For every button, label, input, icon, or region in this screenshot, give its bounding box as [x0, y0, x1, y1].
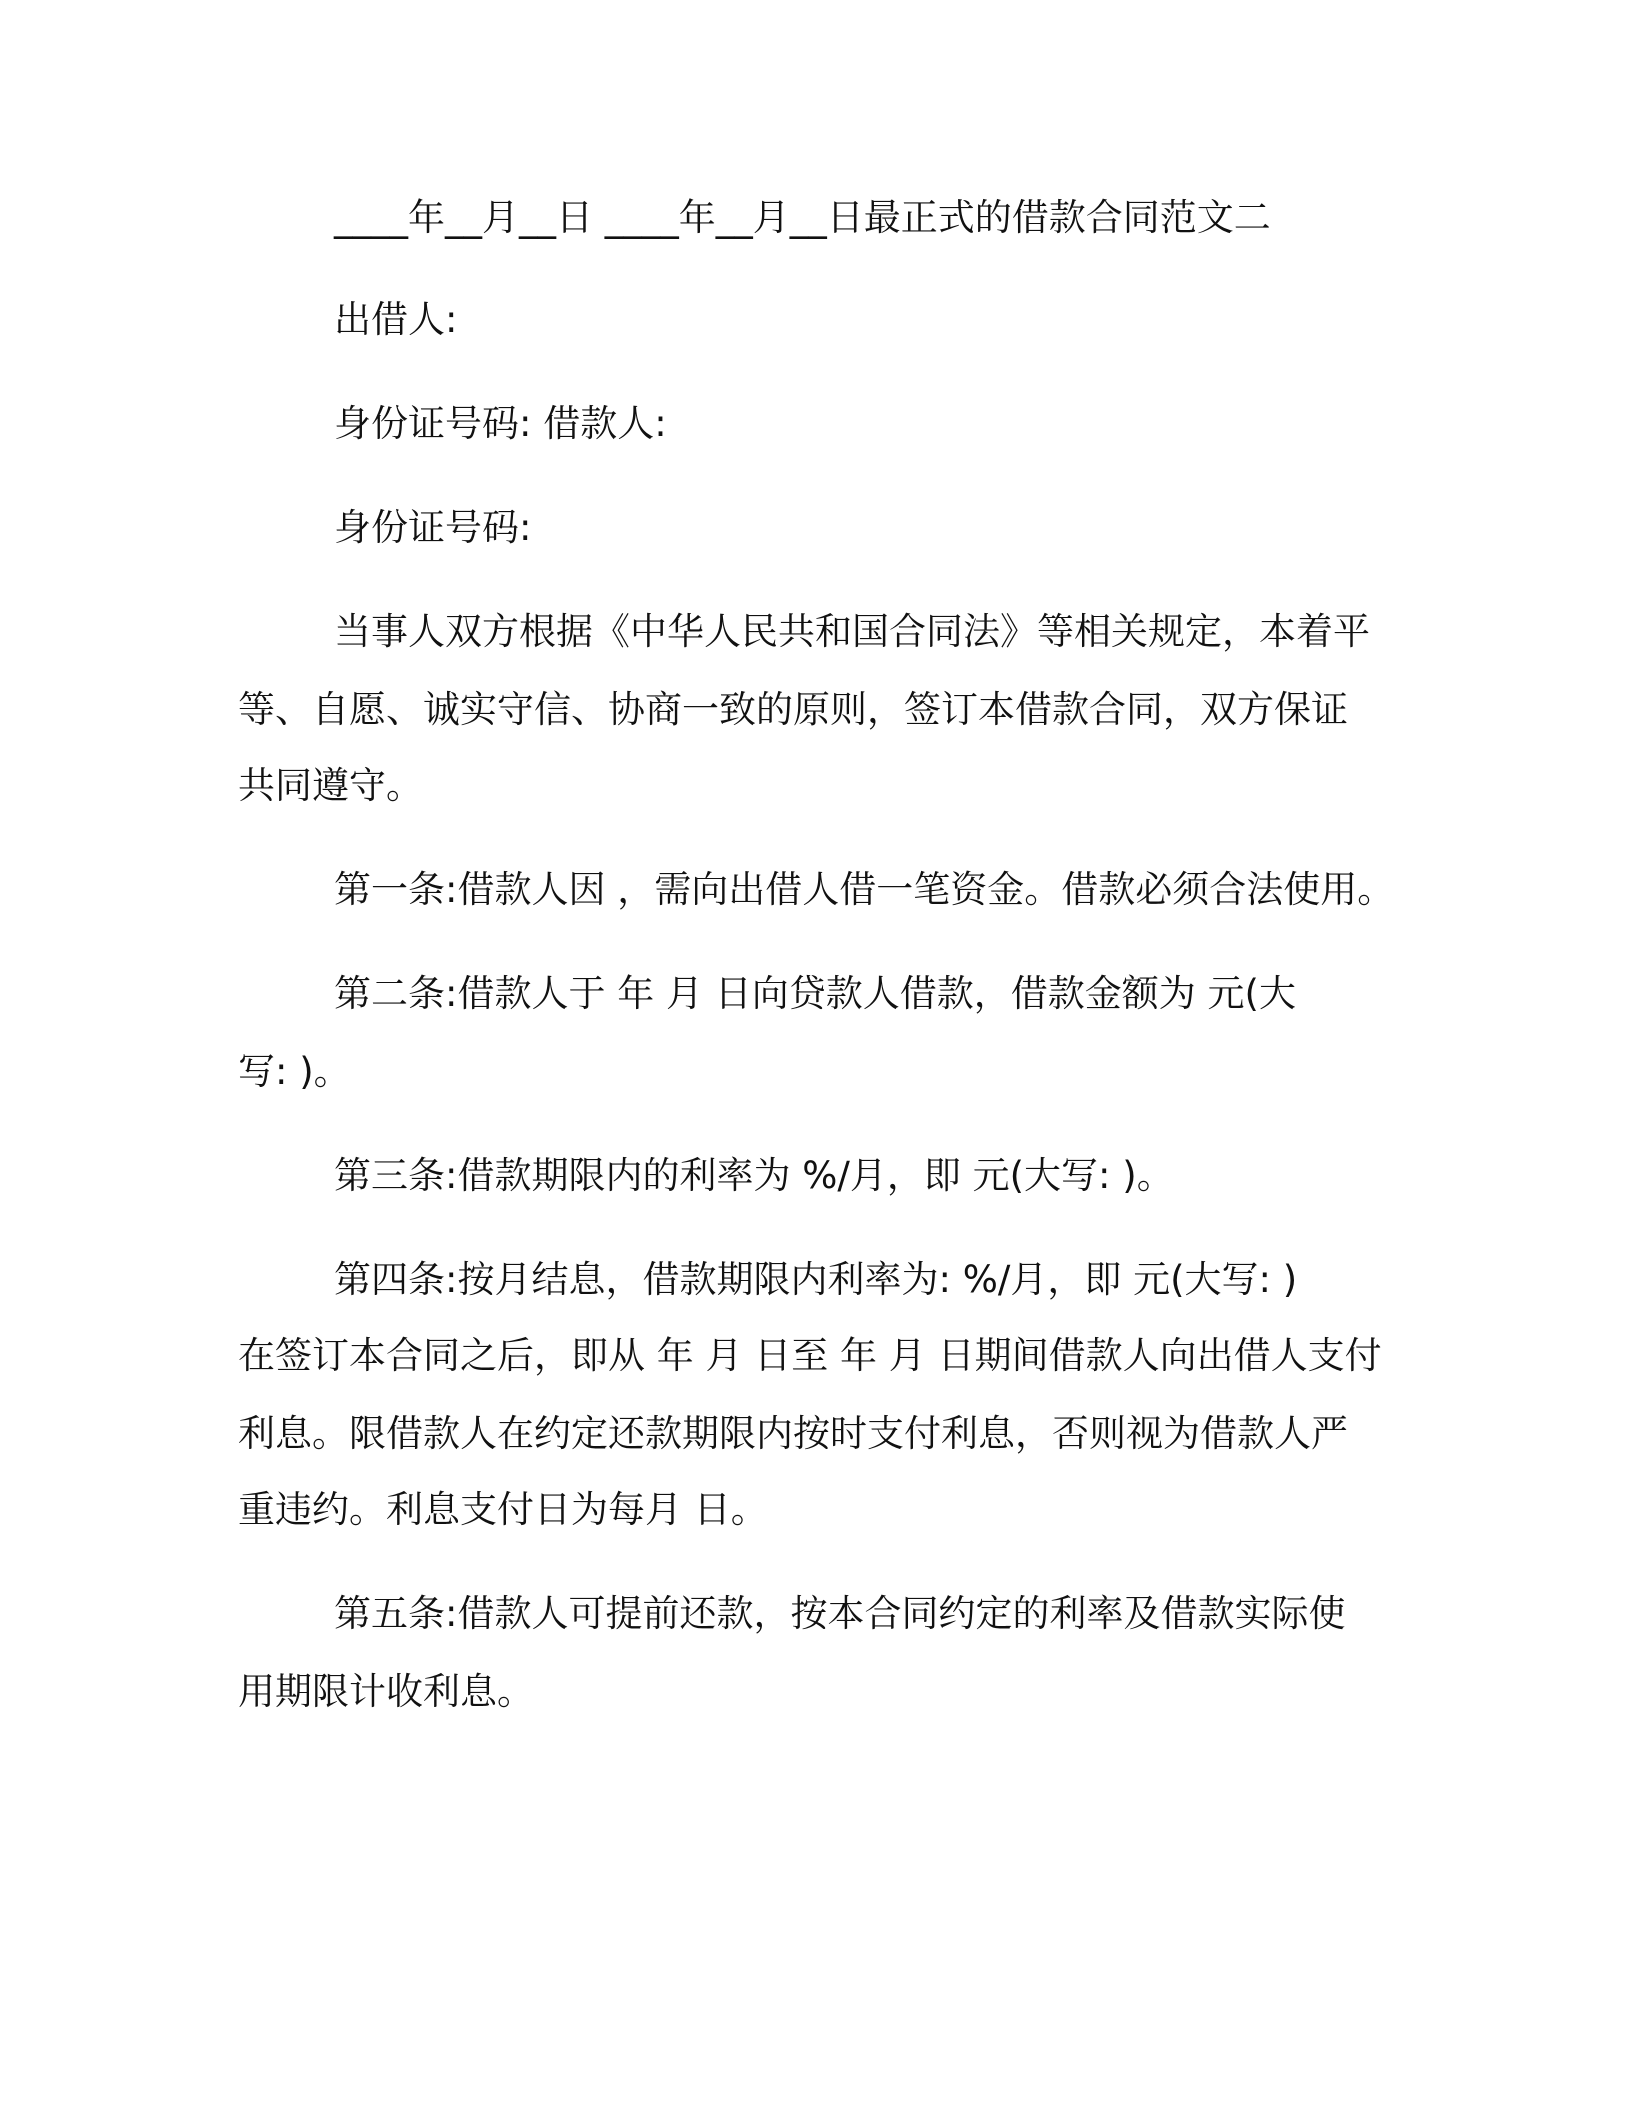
article-4-line: 在签订本合同之后，即从 年 月 日至 年 月 日期间借款人向出借人支付 [238, 1334, 1382, 1377]
article-2-line: 第二条:借款人于 年 月 日向贷款人借款，借款金额为 元(大 [334, 972, 1296, 1015]
preamble-line: 等、自愿、诚实守信、协商一致的原则，签订本借款合同，双方保证 [238, 688, 1348, 731]
lender-label: 出借人: [334, 298, 458, 341]
article-4-line: 利息。限借款人在约定还款期限内按时支付利息，否则视为借款人严 [238, 1412, 1348, 1455]
preamble-line: 当事人双方根据《中华人民共和国合同法》等相关规定，本着平 [334, 610, 1370, 653]
borrower-id-label: 身份证号码: [334, 506, 532, 549]
article-1-line: 第一条:借款人因 ，需向出借人借一笔资金。借款必须合法使用。 [334, 868, 1395, 911]
article-3-line: 第三条:借款期限内的利率为 %/月，即 元(大写: )。 [334, 1154, 1174, 1197]
article-4-line: 第四条:按月结息，借款期限内利率为: %/月，即 元(大写: ) [334, 1258, 1298, 1301]
document-title: ____年__月__日 ____年__月__日最正式的借款合同范文二 [334, 196, 1271, 239]
preamble-line: 共同遵守。 [238, 764, 423, 807]
lender-id-borrower-line: 身份证号码: 借款人: [334, 402, 667, 445]
article-5-line: 第五条:借款人可提前还款，按本合同约定的利率及借款实际使 [334, 1592, 1346, 1635]
article-4-line: 重违约。利息支付日为每月 日。 [238, 1488, 768, 1531]
article-5-line: 用期限计收利息。 [238, 1670, 534, 1713]
article-2-line: 写: )。 [238, 1050, 351, 1093]
